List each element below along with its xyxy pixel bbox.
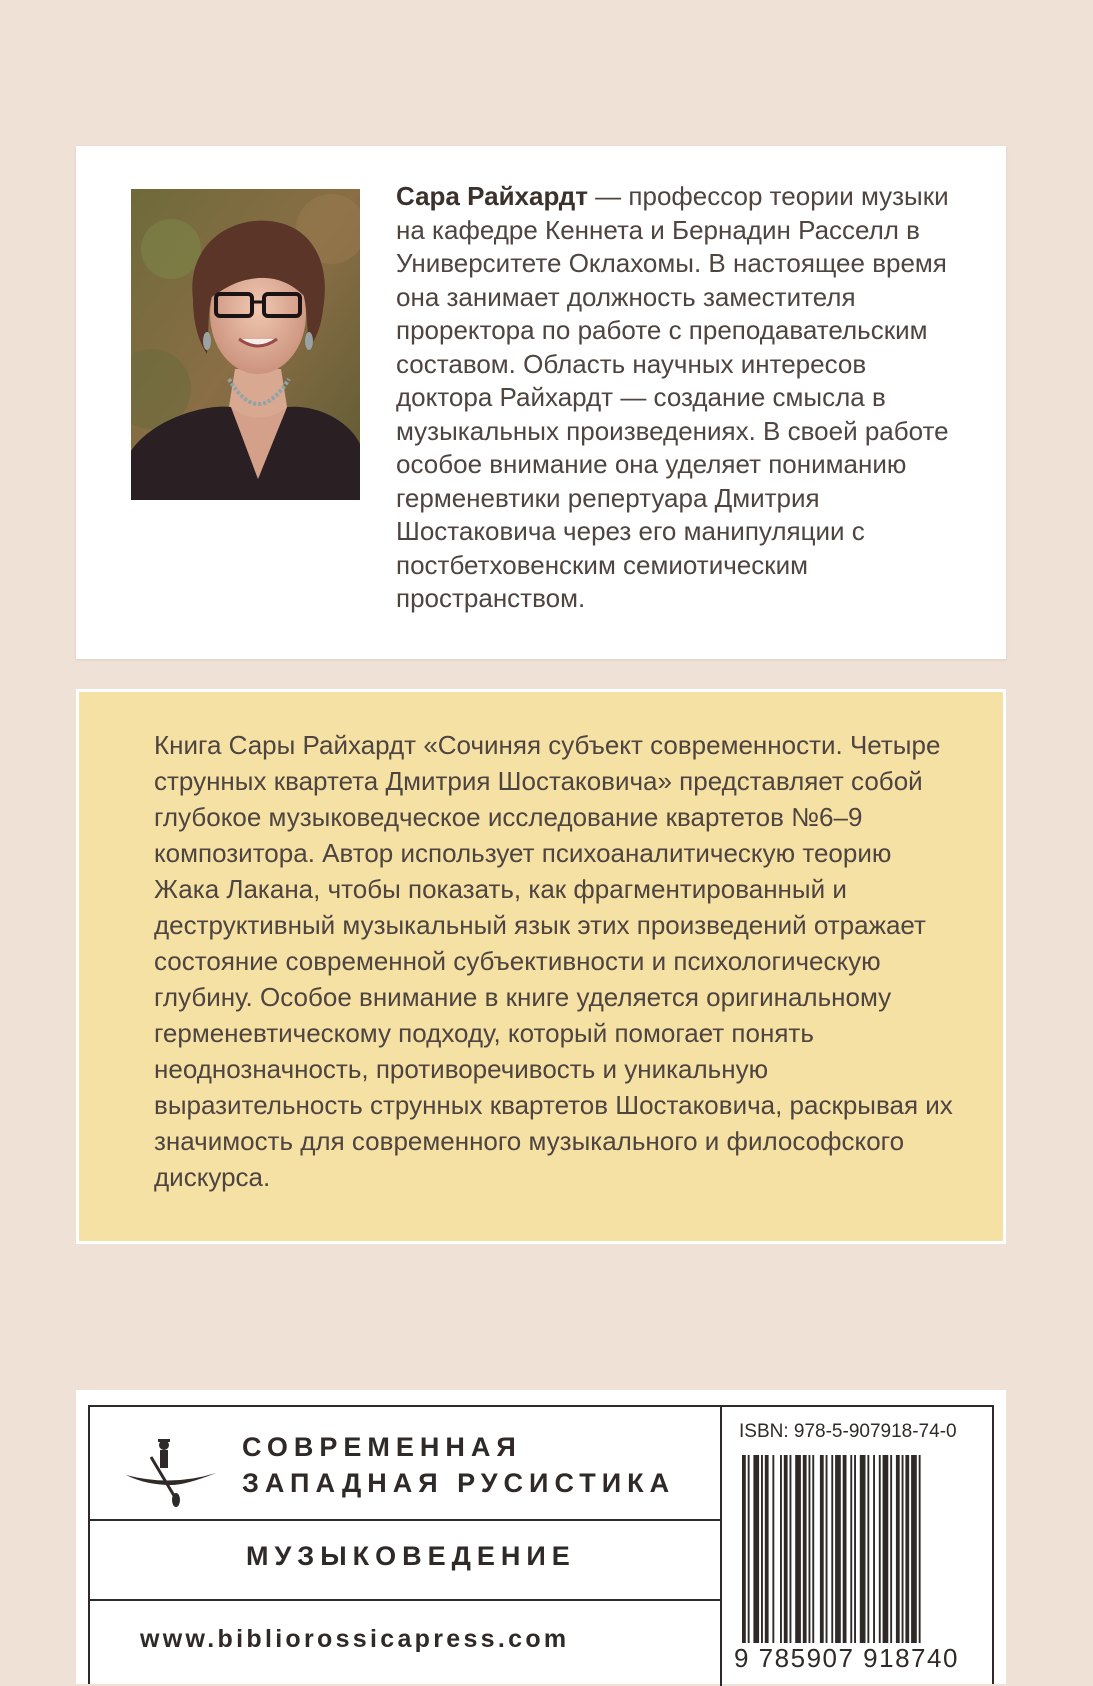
series-title-line2: ЗАПАДНАЯ РУСИСТИКА bbox=[242, 1468, 676, 1498]
footer-frame bbox=[88, 1405, 994, 1684]
footer-panel bbox=[76, 1390, 1006, 1684]
canoe-rower-icon bbox=[126, 1437, 216, 1507]
barcode-icon bbox=[742, 1455, 978, 1643]
isbn-block bbox=[720, 1407, 996, 1686]
genre-row bbox=[90, 1519, 720, 1601]
author-card bbox=[76, 146, 1006, 659]
book-description: Книга Сары Райхардт «Сочиняя субъект современности. Четыре струнных квартета Дмитрия Шостаковича» представляет собой глубокое музыковедческое исследование квартетов №6–9 композитора. Автор использует психоаналитическую теорию Жака Лакана, чтобы показать, как фрагментированный и деструктивный музыкальный язык этих произведений отражает состояние современной субъективности и психологическую глубину. Особое внимание в книге уделяется оригинальному герменевтическому подходу, который помогает понять неоднозначность, противоречивость и уникальную выразительность струнных квартетов Шостаковича, раскрывая их значимость для современного музыкального и философского дискурса. bbox=[154, 730, 953, 1192]
series-title bbox=[242, 1429, 675, 1501]
author-bio bbox=[396, 180, 956, 616]
series-row bbox=[90, 1407, 720, 1521]
isbn-label: ISBN: 978-5-907918-74-0 bbox=[739, 1421, 957, 1442]
website-link[interactable]: www.bibliorossicapress.com bbox=[140, 1625, 570, 1653]
book-description-card bbox=[76, 689, 1006, 1244]
author-bio-text: — профессор теории музыки на кафедре Кеннета и Бернадин Расселл в Университете Оклахомы. В настоящее время она занимает должность заместителя проректора по работе с преподавательским составом. Область научных интересов доктора Райхардт — создание смысла в музыкальных произведениях. В своей работе особое внимание она уделяет пониманию герменевтики репертуара Дмитрия Шостаковича через его манипуляции с постбетховенским семиотическим пространством. bbox=[396, 181, 949, 613]
barcode-digits: 9 785907 918740 bbox=[734, 1643, 959, 1673]
author-name: Сара Райхардт bbox=[396, 181, 588, 211]
series-block bbox=[90, 1407, 720, 1686]
website-row bbox=[90, 1599, 720, 1686]
series-title-line1: СОВРЕМЕННАЯ bbox=[242, 1432, 522, 1462]
genre-label: МУЗЫКОВЕДЕНИЕ bbox=[246, 1541, 576, 1571]
author-photo bbox=[131, 189, 360, 500]
